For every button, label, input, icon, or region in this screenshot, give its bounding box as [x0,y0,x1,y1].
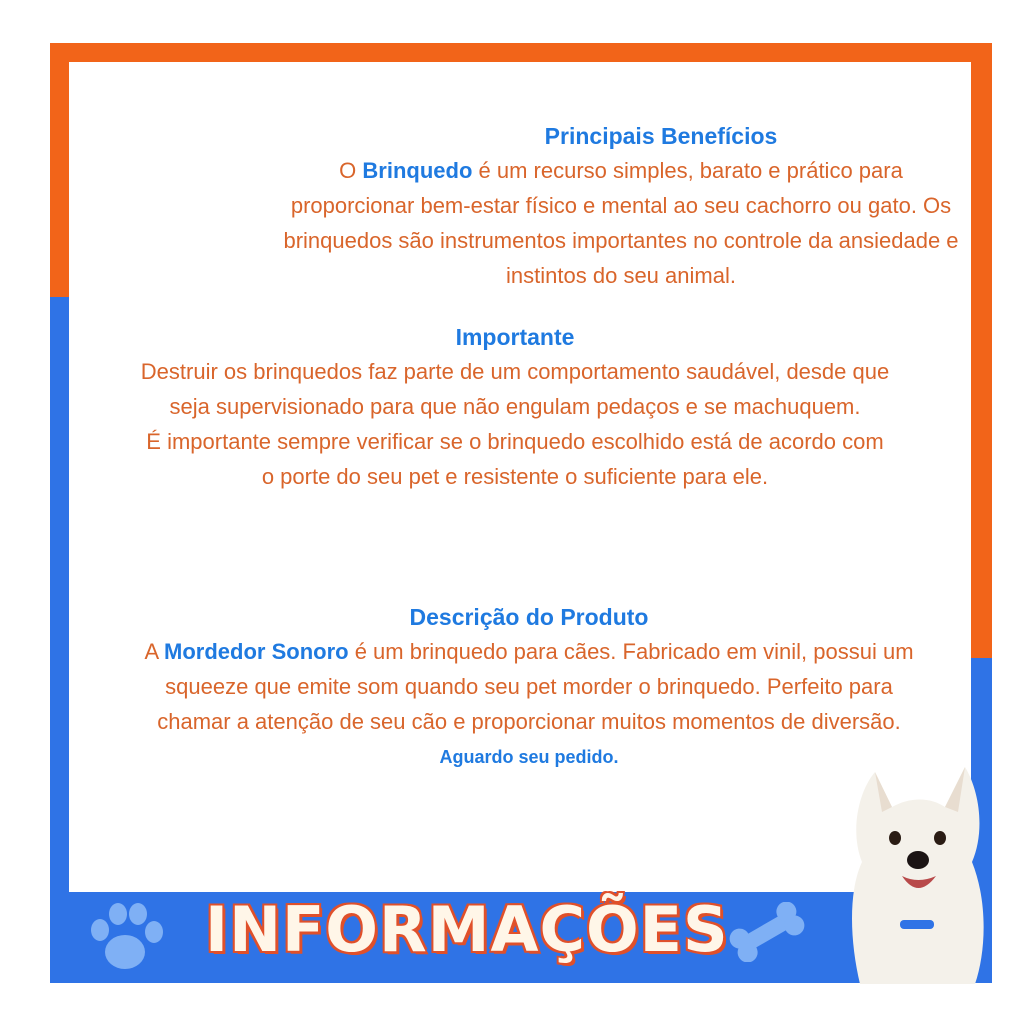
benefits-heading: Principais Benefícios [544,123,778,149]
paw-icon [80,900,170,975]
banner-title: INFORMAÇÕES [205,893,729,966]
product-body: é um brinquedo para cães. Fabricado em vinil, possui um squeeze que emite som quando seu pet morder o brinquedo. Perfeito para chamar a atenção de seu cão e proporcionar muitos momentos de diversão. [157,639,914,734]
dog-photo [840,752,990,984]
benefits-text [281,153,961,293]
benefits-intro: O [339,158,363,183]
closing-text: Aguardo seu pedido. [439,747,619,767]
product-text [129,634,929,739]
important-paragraph-1: Destruir os brinquedos faz parte de um comportamento saudável, desde que seja supervisionado para que não engulam pedaços e se machuquem. [140,359,890,419]
important-paragraph-2: É importante sempre verificar se o brinquedo escolhido está de acordo com o porte do seu pet e resistente o suficiente para ele. [146,429,884,489]
important-heading: Importante [455,324,575,350]
bone-icon [722,902,812,962]
benefits-highlight: Brinquedo [362,158,473,183]
important-section [139,320,891,494]
product-intro: A [144,639,165,664]
product-highlight: Mordedor Sonoro [164,639,349,664]
benefits-section [281,119,961,293]
content-panel [69,62,971,892]
benefits-body: é um recurso simples, barato e prático para proporcionar bem-estar físico e mental ao seu cachorro ou gato. Os brinquedos são instrumentos importantes no controle da ansiedade e instintos do seu animal. [283,158,959,288]
product-section [129,600,929,786]
product-heading: Descrição do Produto [409,604,649,630]
